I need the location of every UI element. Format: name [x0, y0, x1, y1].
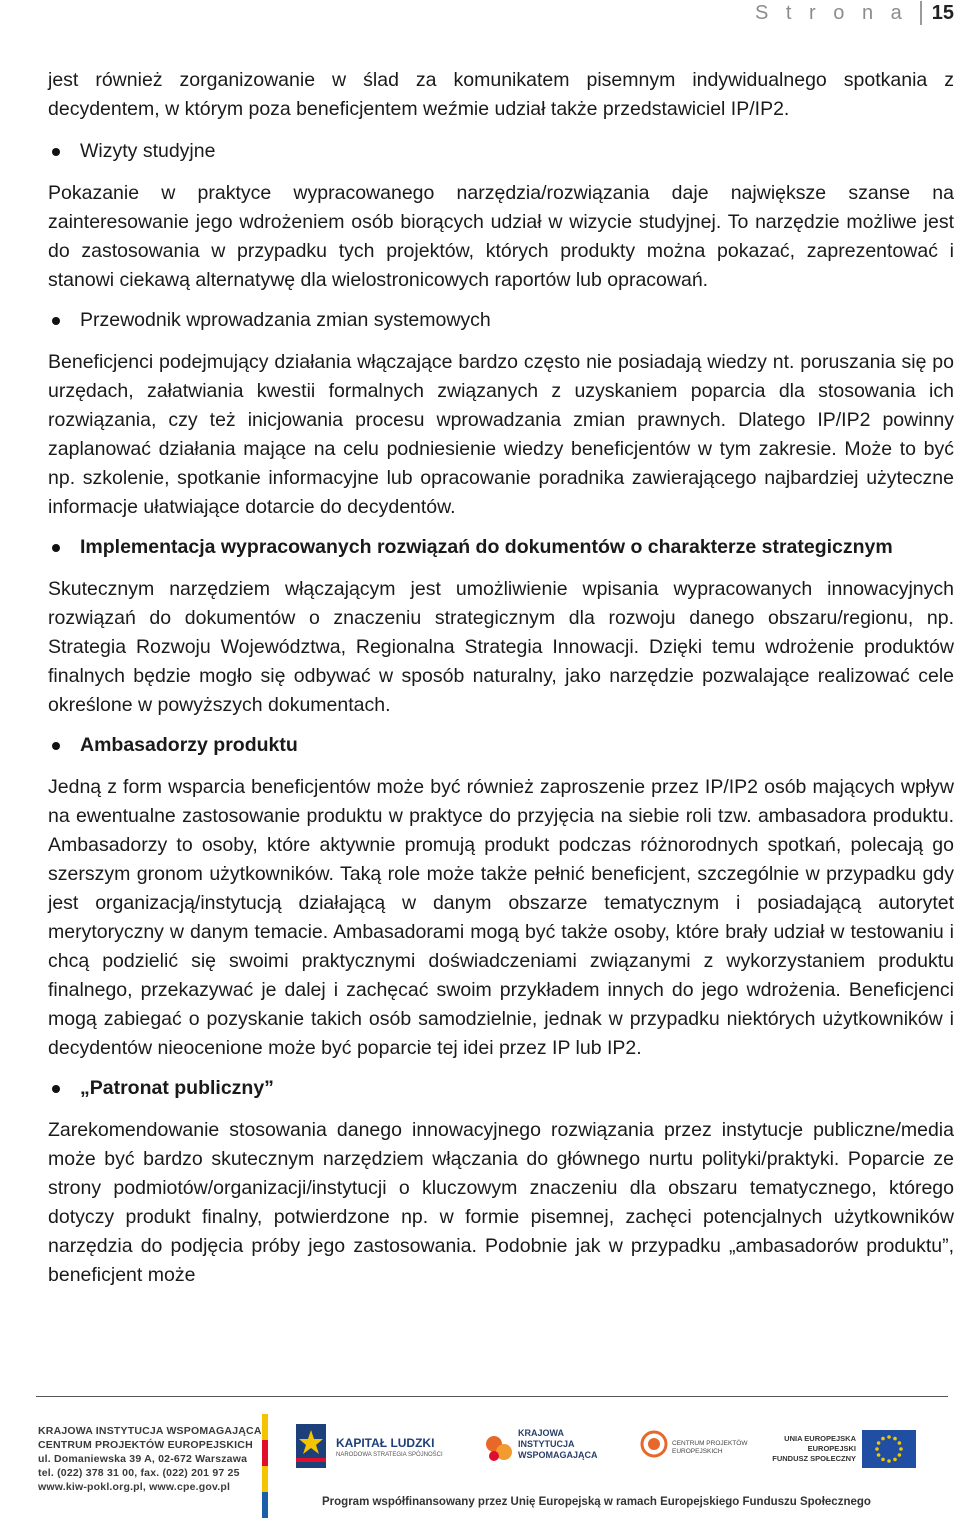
bullet-icon: [52, 544, 60, 552]
kiw-address: ul. Domaniewska 39 A, 02-672 Warszawa: [38, 1453, 248, 1465]
bullet-przewodnik: [48, 306, 954, 335]
footer-divider: [36, 1396, 948, 1397]
program-cofinancing-note: Program współfinansowany przez Unię Europejską w ramach Europejskiego Funduszu Społecznego: [322, 1496, 871, 1508]
bullet-heading: Implementacja wypracowanych rozwiązań do dokumentów o charakterze strategicznym: [80, 536, 893, 558]
bullet-patronat: [48, 1074, 954, 1103]
bullet-icon: [52, 1085, 60, 1093]
cpe-logo-icon: [640, 1430, 668, 1458]
paragraph-wizyty: Pokazanie w praktyce wypracowanego narzędzia/rozwiązania daje największe szanse na zainteresowanie jego wdrożeniem osób biorących udział w wizycie studyjnej. To narzędzie możliwe jest do zastosowania w przypadku tych projektów, których produkty można pokazać, zaprezentować i stanowi ciekawą alternatywę dla wielostronicowych raportów lub opracowań.: [48, 182, 954, 291]
bullet-icon: [52, 742, 60, 750]
bullet-icon: [52, 317, 60, 325]
kiw-logo-text: [518, 1428, 598, 1461]
paragraph-ambasadorzy: Jedną z form wsparcia beneficjentów może być również zaproszenie przez IP/IP2 osób mających wpływ na ewentualne zastosowanie produktu w praktyce do przyjęcia na siebie roli tzw. ambasadora produktu. Ambasadorzy to osoby, które aktywnie promują produkt podczas różnorodnych spotkań, polecają go szerszym gronom użytkowników. Taką role może także pełnić beneficjent, szczególnie w przypadku gdy jest organizacją/instytucją działającą w danym obszarze tematycznym i posiadającą autorytet merytoryczny w danym temacie. Ambasadorami mogą być także osoby, które brały udział w testowaniu i chcą podzielić się swoimi praktycznymi doświadczeniami związanymi z wykorzystaniem produktu finalnego, przekazywać je dalej i zachęcać swoim przykładem innych do jego wdrożenia. Beneficjenci mogą zabiegać o pozyskanie takich osób samodzielnie, jednak w przypadku niektórych użytkowników i decydentów nieocenione może być poparcie tej idei przez IP lub IP2.: [48, 776, 954, 1059]
paragraph-patronat: Zarekomendowanie stosowania danego innowacyjnego rozwiązania przez instytucje publiczne/media może być bardzo skutecznym narzędziem włączania do głównego nurtu polityki/praktyki. Poparcie ze strony podmiotów/organizacji/instytucji o kluczowym znaczeniu dla obszaru tematycznego, którego dotyczy produkt finalny, potwierdzone np. w formie pisemnej, zachęci potencjalnych użytkowników narzędzia do podjęcia próby jego zastosowania. Podobnie jak w przypadku „ambasadorów produktu”, beneficjent może: [48, 1119, 954, 1286]
footer-logos: [0, 1404, 960, 1516]
bullet-heading: Przewodnik wprowadzania zmian systemowych: [80, 309, 491, 331]
color-stripe: [262, 1414, 268, 1518]
kiw-logo-icon: [482, 1432, 516, 1466]
kapital-ludzki-logo-icon: [296, 1424, 326, 1468]
cpe-logo-text: [672, 1440, 747, 1456]
page-header: [755, 0, 954, 26]
bullet-icon: [52, 148, 60, 156]
kapital-ludzki-title: KAPITAŁ LUDZKI: [336, 1436, 435, 1450]
bullet-ambasadorzy: [48, 731, 954, 760]
bullet-wizyty: [48, 137, 954, 166]
ue-logo-line: UNIA EUROPEJSKA: [784, 1434, 856, 1443]
header-divider: [920, 1, 922, 25]
paragraph-intro: jest również zorganizowanie w ślad za komunikatem pisemnym indywidualnego spotkania z decydentem, w którym poza beneficjentem weźmie udział także przedstawiciel IP/IP2.: [48, 69, 954, 120]
cpe-logo-line: CENTRUM PROJEKTÓW: [672, 1440, 748, 1447]
kiw-website: www.kiw-pokl.org.pl, www.cpe.gov.pl: [38, 1481, 231, 1493]
cpe-name: CENTRUM PROJEKTÓW EUROPEJSKICH: [38, 1439, 253, 1451]
document-body: [48, 66, 954, 1290]
paragraph-implementacja: Skutecznym narzędziem włączającym jest umożliwienie wpisania wypracowanych innowacyjnych rozwiązań do dokumentów o znaczeniu strategicznym dla rozwoju danego obszaru/regionu, np. Strategia Rozwoju Województwa, Regionalna Strategia Innowacji. Dzięki temu wdrożenie produktów finalnych będzie mogło się odbywać w sposób naturalny, jako narzędzie pozwalające realizować cele określone w powyższych dokumentach.: [48, 578, 954, 716]
kapital-ludzki-subtitle: NARODOWA STRATEGIA SPÓJNOŚCI: [336, 1452, 443, 1458]
ue-logo-line: EUROPEJSKI: [807, 1444, 856, 1453]
page-label: S t r o n a: [755, 1, 908, 24]
eu-flag-icon: [862, 1430, 916, 1468]
kiw-logo-line: INSTYTUCJA: [518, 1439, 575, 1449]
ue-logo-text: [762, 1434, 856, 1464]
kiw-logo-line: WSPOMAGAJĄCA: [518, 1450, 598, 1460]
bullet-heading: „Patronat publiczny”: [80, 1077, 274, 1099]
ue-logo-line: FUNDUSZ SPOŁECZNY: [772, 1454, 856, 1463]
kiw-logo-line: KRAJOWA: [518, 1428, 565, 1438]
cpe-logo-line: EUROPEJSKICH: [672, 1448, 723, 1455]
bullet-heading: Ambasadorzy produktu: [80, 734, 298, 756]
kiw-address-block: [38, 1424, 262, 1494]
bullet-implementacja: [48, 533, 954, 562]
kiw-phone: tel. (022) 378 31 00, fax. (022) 201 97 25: [38, 1467, 240, 1479]
paragraph-przewodnik: Beneficjenci podejmujący działania włączające bardzo często nie posiadają wiedzy nt. poruszania się po urzędach, załatwiania kwestii formalnych związanych z uzyskaniem poparcia dla stosowania ich rozwiązania, czy też inicjowania procesu wprowadzania zmian prawnych. Dlatego IP/IP2 powinny zaplanować działania mające na celu podniesienie wiedzy beneficjentów w tym zakresie. Może to być np. szkolenie, spotkanie informacyjne lub opracowanie poradnika zawierającego najbardziej użyteczne informacje ułatwiające dotarcie do decydentów.: [48, 351, 954, 518]
bullet-heading: Wizyty studyjne: [80, 140, 216, 162]
page-number: 15: [931, 1, 954, 24]
kiw-name: KRAJOWA INSTYTUCJA WSPOMAGAJĄCA: [38, 1425, 262, 1437]
